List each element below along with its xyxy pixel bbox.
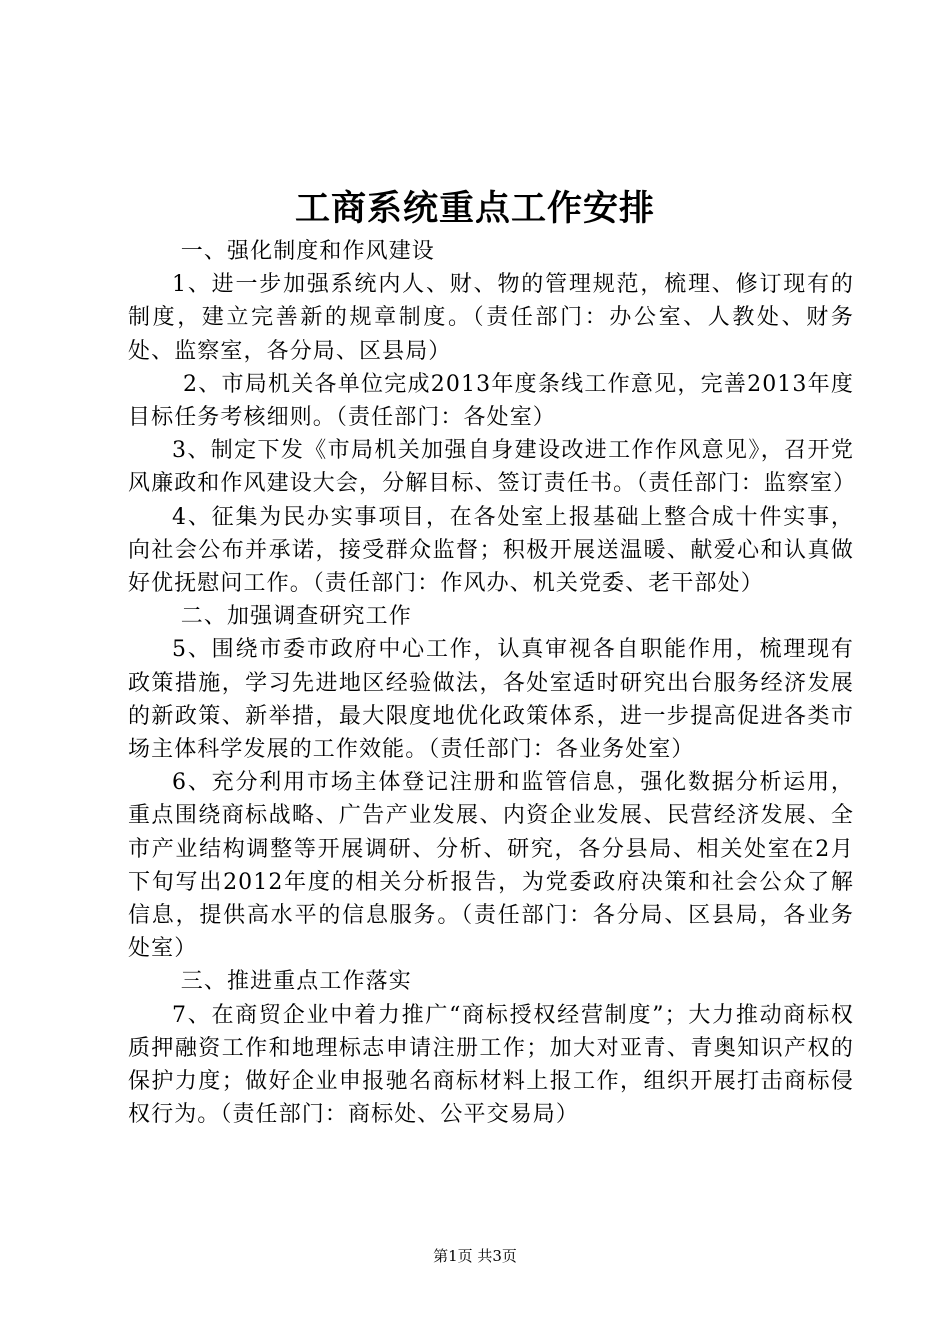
document-title: 工商系统重点工作安排 — [294, 188, 655, 229]
paragraph: 7、在商贸企业中着力推广“商标授权经营制度”；大力推动商标权质押融资工作和地理标志申请注册工作；加大对亚青、青奥知识产权的保护力度；做好企业申报驰名商标材料上报工作，组织开展打击商标侵权行为。（责任部门：商标处、公平交易局） — [128, 1002, 854, 1128]
paragraph: 5、围绕市委市政府中心工作，认真审视各自职能作用，梳理现有政策措施，学习先进地区经验做法，各处室适时研究出台服务经济发展的新政策、新举措，最大限度地优化政策体系，进一步提高促进各类市场主体科学发展的工作效能。（责任部门：各业务处室） — [128, 637, 854, 763]
paragraph: 6、充分利用市场主体登记注册和监管信息，强化数据分析运用，重点围绕商标战略、广告产业发展、内资企业发展、民营经济发展、全市产业结构调整等开展调研、分析、研究，各分县局、相关处室在2月下旬写出2012年度的相关分析报告，为党委政府决策和社会公众了解信息，提供高水平的信息服务。（责任部门：各分局、区县局，各业务处室） — [128, 770, 854, 962]
paragraph: 4、征集为民办实事项目，在各处室上报基础上整合成十件实事，向社会公布并承诺，接受群众监督；积极开展送温暖、献爱心和认真做好优抚慰问工作。（责任部门：作风办、机关党委、老干部处） — [128, 504, 854, 597]
section-heading: 二、加强调查研究工作 — [180, 604, 412, 630]
paragraph: 3、制定下发《市局机关加强自身建设改进工作作风意见》，召开党风廉政和作风建设大会，分解目标、签订责任书。（责任部门：监察室） — [128, 438, 857, 497]
section-heading: 一、强化制度和作风建设 — [180, 239, 435, 264]
paragraph: 2、市局机关各单位完成2013年度条线工作意见，完善2013年度目标任务考核细则。（责任部门：各处室） — [128, 371, 854, 431]
document-body — [128, 235, 857, 1131]
paragraph: 1、进一步加强系统内人、财、物的管理规范，梳理、修订现有的制度，建立完善新的规章制度。（责任部门：办公室、人教处、财务处、监察室，各分局、区县局） — [128, 272, 854, 364]
section-heading: 三、推进重点工作落实 — [180, 969, 412, 995]
page-number-footer: 第1页 共3页 — [433, 1247, 517, 1265]
